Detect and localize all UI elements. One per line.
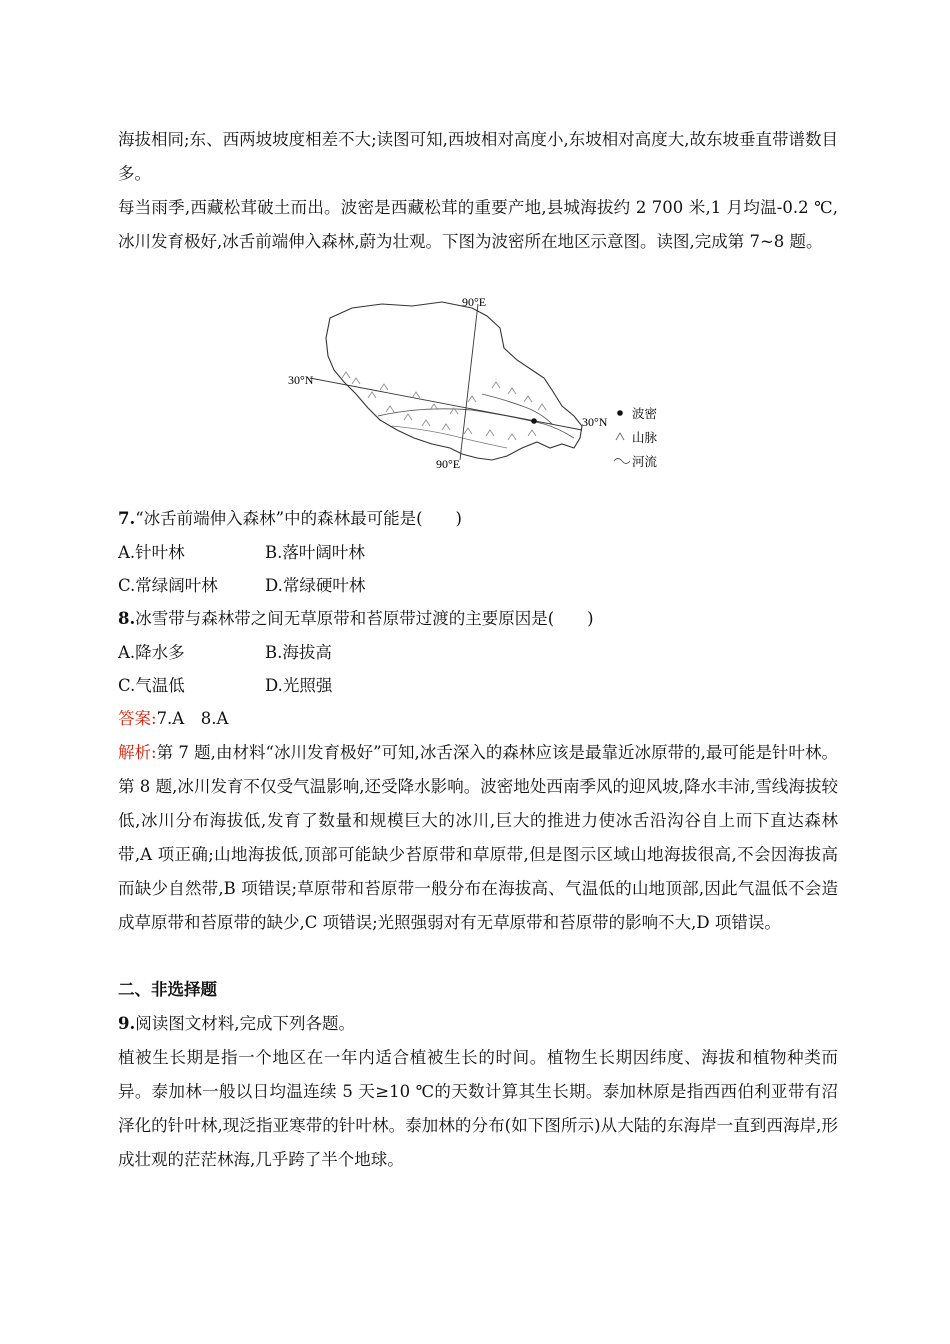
question-9 [118, 1007, 355, 1041]
mountain-symbols [342, 372, 546, 440]
river-line [378, 409, 574, 438]
legend-mountain-icon [616, 433, 624, 440]
legend-mountain: 山脉 [632, 430, 658, 445]
question-9-number: 9. [118, 1014, 136, 1033]
question-7-stem: “冰舌前端伸入森林”中的森林最可能是( ) [135, 509, 462, 528]
answer-line [118, 702, 228, 736]
legend-dot-icon [617, 410, 623, 416]
q7-option-c: C.常绿阔叶林 [118, 576, 218, 595]
section-2-heading: 二、非选择题 [118, 980, 217, 999]
legend-river: 河流 [632, 454, 658, 469]
question-9-material: 植被生长期是指一个地区在一年内适合植被生长的时间。植物生长期因纬度、海拔和植物种类而异。泰加林一般以日均温连续 5 天≥10 ℃的天数计算其生长期。泰加林原是指西西伯利亚带有沼泽化的针叶林,现泛指亚寒带的针叶林。泰加林的分布(如下图所示)从大陆的东海岸一直到西海岸,形成壮观的茫茫林海,几乎跨了半个地球。 [118, 1048, 838, 1169]
intro-paragraph: 海拔相同;东、西两坡坡度相差不大;读图可知,西坡相对高度小,东坡相对高度大,故东坡垂直带谱数目多。 [118, 130, 838, 183]
q7-option-d: D.常绿硬叶林 [265, 576, 366, 595]
analysis-label: 解析: [118, 743, 157, 762]
q8-option-c: C.气温低 [118, 676, 185, 695]
question-8 [118, 602, 594, 636]
label-30n-right: 30°N [582, 415, 608, 429]
q8-option-a: A.降水多 [118, 643, 185, 662]
question-8-stem: 冰雪带与森林带之间无草原带和苔原带过渡的主要原因是( ) [135, 609, 594, 628]
analysis-text: 第 7 题,由材料“冰川发育极好”可知,冰舌深入的森林应该是最靠近冰原带的,最可能是针叶林。第 8 题,冰川发育不仅受气温影响,还受降水影响。波密地处西南季风的迎风坡,降水丰沛,雪线海拔较低,冰川分布海拔低,发育了数量和规模巨大的冰川,巨大的推进力使冰舌沿沟谷自上而下直达森林带,A 项正确;山地海拔低,顶部可能缺少苔原带和草原带,但是图示区域山地海拔很高,不会因海拔高而缺少自然带,B 项错误;草原带和苔原带一般分布在海拔高、气温低的山地顶部,因此气温低不会造成草原带和苔原带的缺少,C 项错误;光照强弱对有无草原带和苔原带的影响不大,D 项错误。 [118, 743, 839, 932]
river-line [482, 394, 552, 424]
label-30n-left: 30°N [288, 373, 314, 387]
q7-option-b: B.落叶阔叶林 [265, 543, 365, 562]
legend-river-icon [614, 459, 630, 464]
label-90e-top: 90°E [462, 298, 487, 309]
label-90e-bottom: 90°E [436, 457, 461, 471]
latitude-line [310, 378, 582, 430]
analysis-block [118, 736, 838, 940]
question-9-stem: 阅读图文材料,完成下列各题。 [135, 1014, 355, 1033]
q7-option-a: A.针叶林 [118, 543, 185, 562]
q8-option-b: B.海拔高 [265, 643, 332, 662]
longitude-line [460, 304, 478, 460]
bomi-dot-icon [531, 418, 537, 424]
question-8-number: 8. [118, 609, 136, 628]
passage-text: 每当雨季,西藏松茸破土而出。波密是西藏松茸的重要产地,县城海拔约 2 700 米,1 月均温-0.2 ℃,冰川发育极好,冰舌前端伸入森林,蔚为壮观。下图为波密所在地区示意图。读图,完成第 7~8 题。 [118, 198, 838, 251]
answer-label: 答案: [118, 709, 157, 728]
question-7 [118, 502, 462, 536]
legend-bomi: 波密 [632, 406, 658, 421]
q8-option-d: D.光照强 [265, 676, 333, 695]
bomi-region-map [282, 298, 682, 478]
answer-value: 7.A 8.A [156, 709, 229, 728]
question-7-number: 7. [118, 509, 136, 528]
